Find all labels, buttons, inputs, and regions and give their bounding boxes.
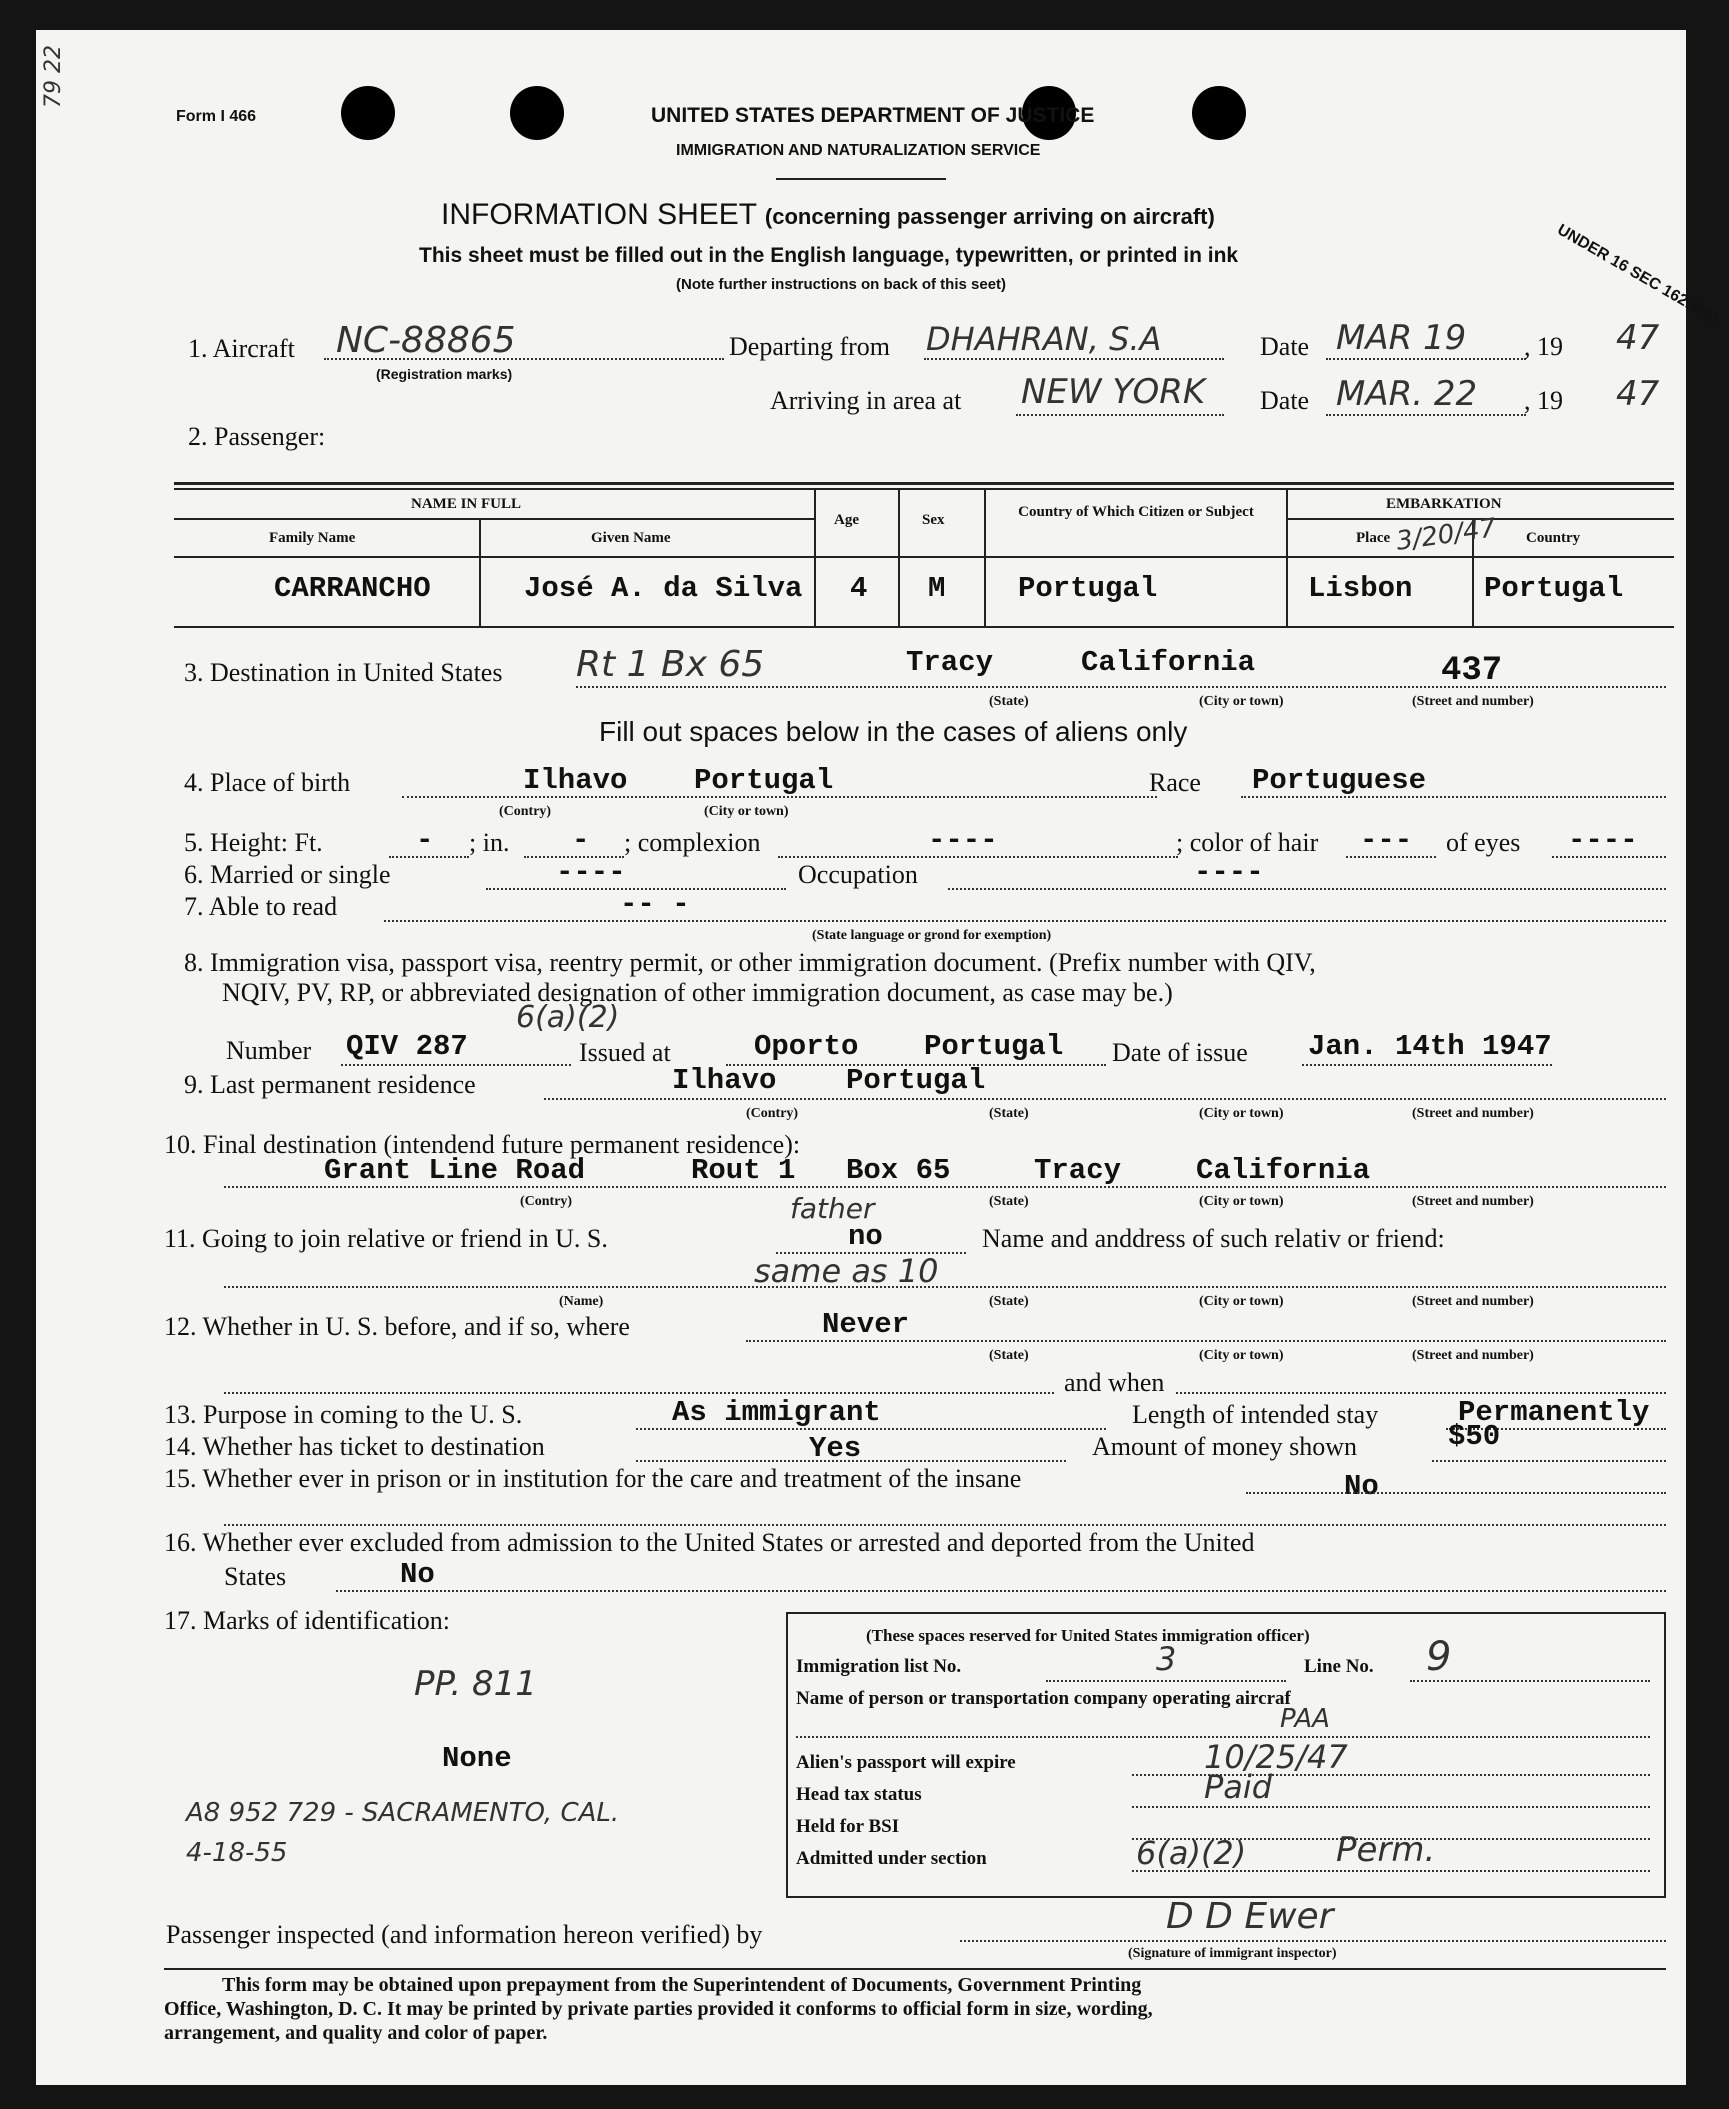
- marks-hand-2: A8 952 729 - SACRAMENTO, CAL.: [186, 1798, 620, 1828]
- caption-residence-country: (Contry): [746, 1106, 799, 1121]
- country-cell: Portugal: [1484, 572, 1624, 605]
- line-label: Line No.: [1304, 1656, 1374, 1677]
- form-sheet: [36, 30, 1722, 2085]
- arrive-year-prefix: , 19: [1524, 386, 1563, 415]
- family-name-header: Family Name: [269, 530, 356, 546]
- note-text: (Note further instructions on back of this seet): [676, 276, 1007, 293]
- embarkation-header: EMBARKATION: [1386, 496, 1502, 512]
- join-label: 11. Going to join relative or friend in U. S.: [164, 1224, 608, 1253]
- read-value: -- -: [620, 888, 690, 921]
- prison-label: 15. Whether ever in prison or in institution for the care and treatment of the insane: [164, 1464, 1022, 1493]
- depart-date-value: MAR 19: [1336, 318, 1467, 358]
- punch-hole: [510, 86, 564, 140]
- company-value: PAA: [1280, 1704, 1330, 1734]
- officer-header: (These spaces reserved for United States immigration officer): [866, 1626, 1310, 1645]
- family-name-cell: CARRANCHO: [274, 572, 431, 605]
- prior-visit-label: 12. Whether in U. S. before, and if so, where: [164, 1312, 630, 1341]
- marks-hand-3: 4-18-55: [186, 1838, 288, 1868]
- stay-label: Length of intended stay: [1132, 1400, 1379, 1429]
- bsi-label: Held for BSI: [796, 1816, 900, 1837]
- caption-final-city: (City or town): [1199, 1194, 1284, 1209]
- depart-year: 47: [1616, 318, 1660, 358]
- destination-label: 3. Destination in United States: [184, 658, 503, 687]
- place-cell: Lisbon: [1308, 572, 1413, 605]
- caption-birth-city: (City or town): [704, 804, 789, 819]
- aircraft-label: 1. Aircraft: [188, 334, 295, 363]
- depart-date-label: Date: [1260, 332, 1310, 361]
- embarkation-hand-date: 3/20/47: [1394, 513, 1498, 557]
- depart-year-prefix: , 19: [1524, 332, 1563, 361]
- height-in-label: ; in.: [469, 828, 510, 857]
- section-label: Admitted under section: [796, 1848, 987, 1869]
- purpose-value: As immigrant: [672, 1396, 881, 1429]
- final-dest-b: Rout 1: [691, 1154, 796, 1187]
- hair-label: ; color of hair: [1176, 828, 1319, 857]
- eyes-value: ----: [1568, 824, 1638, 857]
- passport-label: Alien's passport will expire: [796, 1752, 1016, 1773]
- residence-label: 9. Last permanent residence: [184, 1070, 476, 1099]
- page-title: INFORMATION SHEET (concerning passenger arriving on aircraft): [441, 198, 1215, 231]
- aircraft-caption: (Registration marks): [376, 366, 513, 382]
- tax-value: Paid: [1204, 1768, 1273, 1806]
- inspector-signature: D D Ewer: [1166, 1896, 1334, 1937]
- caption-relative-name: (Name): [559, 1294, 604, 1309]
- relative-name-label: Name and anddress of such relativ or friend:: [982, 1224, 1445, 1253]
- complexion-label: ; complexion: [624, 828, 761, 857]
- sex-header: Sex: [922, 512, 945, 528]
- section-value: 6(a)(2): [1136, 1834, 1247, 1872]
- purpose-label: 13. Purpose in coming to the U. S.: [164, 1400, 523, 1429]
- signature-caption: (Signature of immigrant inspector): [1128, 1946, 1337, 1961]
- department-name: UNITED STATES DEPARTMENT OF JUSTICE: [651, 104, 1095, 127]
- race-label: Race: [1149, 768, 1201, 797]
- departing-label: Departing from: [729, 332, 891, 361]
- money-label: Amount of money shown: [1092, 1432, 1358, 1461]
- marks-label: 17. Marks of identification:: [164, 1606, 450, 1635]
- arriving-value: NEW YORK: [1021, 372, 1206, 412]
- ticket-label: 14. Whether has ticket to destination: [164, 1432, 545, 1461]
- destination-street: 437: [1441, 652, 1503, 690]
- visa-line-2: NQIV, PV, RP, or abbreviated designation of other immigration document, as case may be.): [222, 978, 1173, 1007]
- citizen-header: Country of Which Citizen or Subject: [1018, 504, 1254, 520]
- stamp: UNDER 16 SEC 162.3(D): [1554, 221, 1722, 328]
- caption-relative-city: (City or town): [1199, 1294, 1284, 1309]
- prior-visit-value: Never: [822, 1308, 910, 1341]
- residence-country: Ilhavo: [672, 1064, 777, 1097]
- line-value: 9: [1426, 1634, 1452, 1680]
- ticket-value: Yes: [809, 1432, 862, 1465]
- destination-hand: Rt 1 Bx 65: [576, 644, 765, 685]
- birth-label: 4. Place of birth: [184, 768, 351, 797]
- punch-hole: [1192, 86, 1246, 140]
- excluded-value: No: [400, 1558, 435, 1591]
- relative-hand: same as 10: [754, 1252, 939, 1290]
- visa-hand-note: 6(a)(2): [516, 1000, 620, 1035]
- footer-line-1: This form may be obtained upon prepayment from the Superintendent of Documents, Government Printing: [222, 1974, 1142, 1996]
- excluded-line-2: States: [224, 1562, 287, 1591]
- company-label: Name of person or transportation company operating aircraf: [796, 1688, 1291, 1709]
- race-value: Portuguese: [1252, 764, 1427, 797]
- final-dest-d: Tracy: [1034, 1154, 1122, 1187]
- place-header: Place: [1356, 530, 1391, 546]
- final-destination-label: 10. Final destination (intendend future permanent residence):: [164, 1130, 801, 1159]
- citizen-cell: Portugal: [1018, 572, 1158, 605]
- age-header: Age: [834, 512, 859, 528]
- destination-state: Tracy: [906, 646, 994, 679]
- list-label: Immigration list No.: [796, 1656, 962, 1677]
- given-name-cell: José A. da Silva: [524, 572, 803, 605]
- stay-value: Permanently: [1458, 1396, 1650, 1429]
- birth-country: Ilhavo: [523, 764, 628, 797]
- occupation-value: ----: [1194, 856, 1264, 889]
- hair-value: ---: [1360, 824, 1413, 857]
- height-in: -: [572, 824, 590, 857]
- money-value: $50: [1448, 1420, 1501, 1453]
- final-dest-e: California: [1196, 1154, 1371, 1187]
- height-label: 5. Height: Ft.: [184, 828, 323, 857]
- punch-hole: [341, 86, 395, 140]
- aliens-note: Fill out spaces below in the cases of aliens only: [599, 716, 1188, 747]
- issue-date: Jan. 14th 1947: [1308, 1030, 1552, 1063]
- name-in-full-header: NAME IN FULL: [411, 496, 522, 512]
- caption-city: (City or town): [1199, 694, 1284, 709]
- sex-cell: M: [928, 572, 946, 605]
- caption-relative-street: (Street and number): [1412, 1294, 1534, 1309]
- caption-residence-state: (State): [989, 1106, 1029, 1121]
- visa-line-1: 8. Immigration visa, passport visa, reentry permit, or other immigration document. (Prefix number with QIV,: [184, 948, 1316, 977]
- read-caption: (State language or grond for exemption): [812, 928, 1052, 943]
- issued-country: Portugal: [924, 1030, 1064, 1063]
- country-header: Country: [1526, 530, 1581, 546]
- occupation-label: Occupation: [798, 860, 918, 889]
- passport-value: 10/25/47: [1204, 1738, 1348, 1776]
- caption-birth-country: (Contry): [499, 804, 552, 819]
- caption-prior-city: (City or town): [1199, 1348, 1284, 1363]
- excluded-line-1: 16. Whether ever excluded from admission to the United States or arrested and deported from the United: [164, 1528, 1255, 1557]
- residence-state: Portugal: [846, 1064, 986, 1097]
- caption-prior-street: (Street and number): [1412, 1348, 1534, 1363]
- complexion-value: ----: [928, 824, 998, 857]
- margin-note: 79 22: [40, 45, 66, 108]
- footer-line-3: arrangement, and quality and color of paper.: [164, 2022, 548, 2044]
- married-value: ----: [556, 856, 626, 889]
- issued-city: Oporto: [754, 1030, 859, 1063]
- join-hand-above: father: [790, 1192, 875, 1225]
- caption-final-street: (Street and number): [1412, 1194, 1534, 1209]
- instruction-text: This sheet must be filled out in the English language, typewritten, or printed in ink: [419, 244, 1239, 267]
- height-ft: -: [416, 824, 434, 857]
- arrive-date-value: MAR. 22: [1336, 374, 1478, 414]
- marks-hand-1: PP. 811: [414, 1664, 537, 1704]
- eyes-label: of eyes: [1446, 828, 1521, 857]
- list-value: 3: [1156, 1640, 1177, 1678]
- passenger-label: 2. Passenger:: [188, 422, 326, 451]
- birth-city: Portugal: [694, 764, 834, 797]
- when-label: and when: [1064, 1368, 1165, 1397]
- read-label: 7. Able to read: [184, 892, 338, 921]
- final-dest-c: Box 65: [846, 1154, 951, 1187]
- final-dest-a: Grant Line Road: [324, 1154, 586, 1187]
- caption-relative-state: (State): [989, 1294, 1029, 1309]
- caption-street: (Street and number): [1412, 694, 1534, 709]
- issued-label: Issued at: [579, 1038, 671, 1067]
- destination-city: California: [1081, 646, 1256, 679]
- caption-prior-state: (State): [989, 1348, 1029, 1363]
- section-extra: Perm.: [1336, 1830, 1436, 1870]
- tax-label: Head tax status: [796, 1784, 922, 1805]
- visa-number-label: Number: [226, 1036, 312, 1065]
- caption-state: (State): [989, 694, 1029, 709]
- inspected-label: Passenger inspected (and information hereon verified) by: [166, 1920, 763, 1949]
- marks-value: None: [442, 1742, 512, 1775]
- caption-final-country: (Contry): [520, 1194, 573, 1209]
- aircraft-value: NC-88865: [336, 320, 516, 361]
- arriving-label: Arriving in area at: [770, 386, 962, 415]
- issue-date-label: Date of issue: [1112, 1038, 1248, 1067]
- form-number: Form I 466: [176, 108, 257, 125]
- caption-residence-street: (Street and number): [1412, 1106, 1534, 1121]
- married-label: 6. Married or single: [184, 860, 391, 889]
- departing-value: DHAHRAN, S.A: [926, 320, 1162, 358]
- join-value: no: [848, 1220, 883, 1253]
- prison-value: No: [1344, 1470, 1379, 1503]
- given-name-header: Given Name: [591, 530, 671, 546]
- arrive-year: 47: [1616, 374, 1660, 414]
- visa-number: QIV 287: [346, 1030, 468, 1063]
- footer-line-2: Office, Washington, D. C. It may be printed by private parties provided it conforms to official form in size, wording,: [164, 1998, 1153, 2020]
- caption-residence-city: (City or town): [1199, 1106, 1284, 1121]
- caption-final-state: (State): [989, 1194, 1029, 1209]
- service-name: IMMIGRATION AND NATURALIZATION SERVICE: [676, 142, 1041, 159]
- age-cell: 4: [850, 572, 868, 605]
- arrive-date-label: Date: [1260, 386, 1310, 415]
